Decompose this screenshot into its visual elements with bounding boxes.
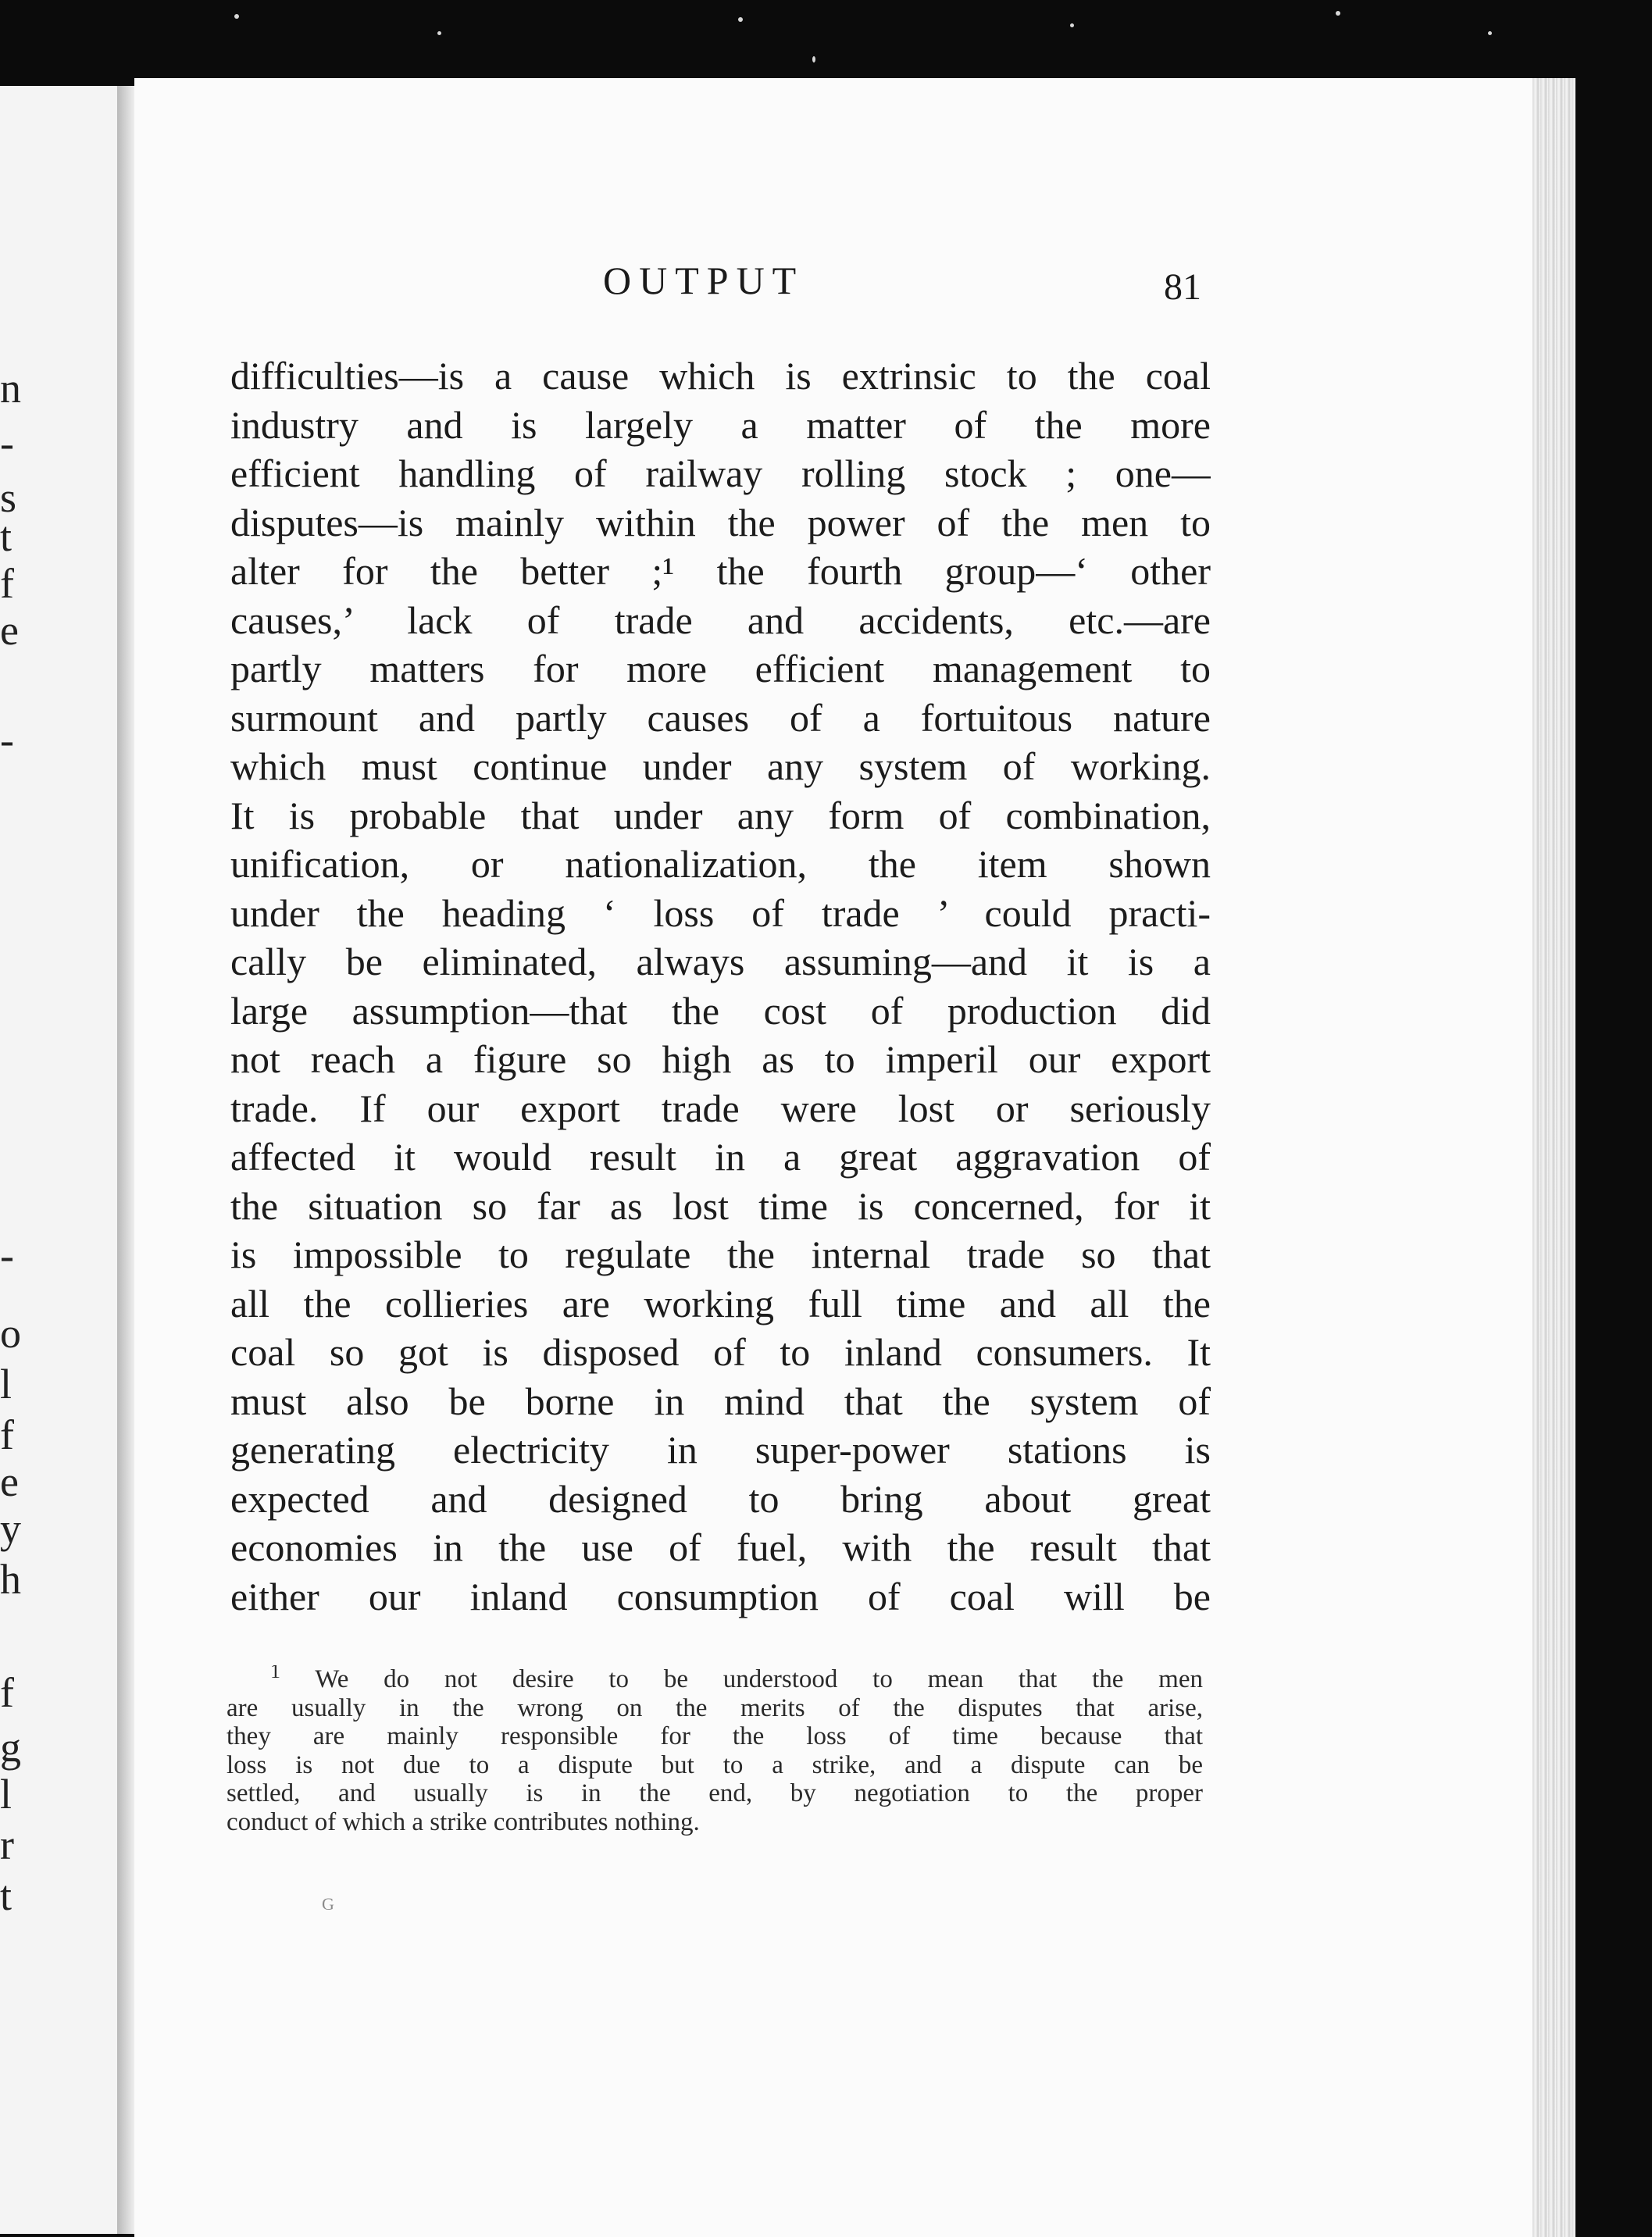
edge-char: - bbox=[0, 419, 14, 466]
edge-char: e bbox=[0, 1458, 19, 1505]
text-line: It is probable that under any form of combination, bbox=[230, 793, 1211, 837]
text-line: not reach a figure so high as to imperil our export bbox=[230, 1037, 1211, 1081]
text-line: causes,’ lack of trade and accidents, etc.—are bbox=[230, 598, 1211, 642]
scan-speck bbox=[234, 14, 239, 19]
edge-char: f bbox=[0, 1669, 14, 1716]
scan-speck bbox=[1070, 23, 1074, 27]
text-line: alter for the better ;¹ the fourth group—‘ other bbox=[230, 549, 1211, 593]
text-line: disputes—is mainly within the power of the men to bbox=[230, 500, 1211, 544]
edge-char: g bbox=[0, 1724, 21, 1771]
footnote-text: We do not desire to be understood to mean that the men bbox=[315, 1665, 1203, 1693]
footnote-line: settled, and usually is in the end, by negotiation to the proper bbox=[227, 1779, 1203, 1807]
edge-char: y bbox=[0, 1505, 21, 1552]
body-text bbox=[230, 351, 1211, 1621]
text-line: either our inland consumption of coal will be bbox=[230, 1574, 1211, 1618]
page-stack-edge bbox=[1532, 78, 1575, 2237]
text-line: the situation so far as lost time is concerned, for it bbox=[230, 1183, 1211, 1228]
text-line: under the heading ‘ loss of trade ’ could practi- bbox=[230, 890, 1211, 935]
previous-page-edge bbox=[0, 86, 120, 2234]
edge-char: r bbox=[0, 1821, 14, 1868]
book-gutter bbox=[117, 86, 134, 2234]
edge-char: l bbox=[0, 1361, 12, 1407]
text-line: large assumption—that the cost of production did bbox=[230, 988, 1211, 1033]
edge-char: l bbox=[0, 1771, 12, 1818]
text-line: expected and designed to bring about great bbox=[230, 1476, 1211, 1521]
scan-speck bbox=[812, 56, 815, 62]
scan-speck bbox=[1488, 31, 1492, 35]
text-line: must also be borne in mind that the system of bbox=[230, 1379, 1211, 1423]
text-line: all the collieries are working full time and all the bbox=[230, 1281, 1211, 1325]
text-line: affected it would result in a great aggravation of bbox=[230, 1135, 1211, 1179]
edge-char: t bbox=[0, 1872, 12, 1919]
footnote-line: loss is not due to a dispute but to a strike, and a dispute can be bbox=[227, 1750, 1203, 1779]
edge-char: n bbox=[0, 365, 21, 412]
text-line: unification, or nationalization, the item shown bbox=[230, 842, 1211, 886]
text-line: difficulties—is a cause which is extrinsic to the coal bbox=[230, 354, 1211, 398]
scan-speck bbox=[437, 31, 441, 35]
edge-char: o bbox=[0, 1310, 21, 1357]
edge-char: h bbox=[0, 1556, 21, 1603]
footnote-line: conduct of which a strike contributes nothing. bbox=[227, 1807, 700, 1836]
text-line: surmount and partly causes of a fortuitous nature bbox=[230, 695, 1211, 740]
text-line: industry and is largely a matter of the more bbox=[230, 402, 1211, 447]
edge-char: - bbox=[0, 716, 14, 763]
scan-speck bbox=[738, 17, 743, 22]
edge-char: e bbox=[0, 607, 19, 654]
text-line: economies in the use of fuel, with the result that bbox=[230, 1525, 1211, 1569]
text-line: is impossible to regulate the internal trade so that bbox=[230, 1233, 1211, 1276]
footnote-marker: 1 bbox=[270, 1665, 280, 1682]
text-line: partly matters for more efficient management to bbox=[230, 647, 1211, 690]
edge-char: s bbox=[0, 474, 17, 521]
signature-mark: G bbox=[322, 1894, 334, 1914]
footnote bbox=[227, 1665, 1203, 1836]
edge-char: t bbox=[0, 513, 12, 560]
running-head: OUTPUT bbox=[603, 259, 805, 302]
edge-char: - bbox=[0, 1232, 14, 1279]
text-line: which must continue under any system of working. bbox=[230, 744, 1211, 788]
footnote-line: they are mainly responsible for the loss of time because that bbox=[227, 1722, 1203, 1750]
text-line: trade. If our export trade were lost or seriously bbox=[230, 1086, 1211, 1130]
footnote-line: are usually in the wrong on the merits of the disputes that arise, bbox=[227, 1693, 1203, 1722]
text-line: coal so got is disposed of to inland consumers. It bbox=[230, 1330, 1211, 1374]
page-number: 81 bbox=[1164, 266, 1201, 308]
text-line: efficient handling of railway rolling stock ; one— bbox=[230, 451, 1211, 495]
edge-char: f bbox=[0, 560, 14, 607]
scan-speck bbox=[1336, 11, 1340, 16]
edge-char: f bbox=[0, 1411, 14, 1458]
footnote-line bbox=[227, 1665, 1203, 1694]
text-line: cally be eliminated, always assuming—and it is a bbox=[230, 940, 1211, 983]
text-line: generating electricity in super-power stations is bbox=[230, 1428, 1211, 1472]
